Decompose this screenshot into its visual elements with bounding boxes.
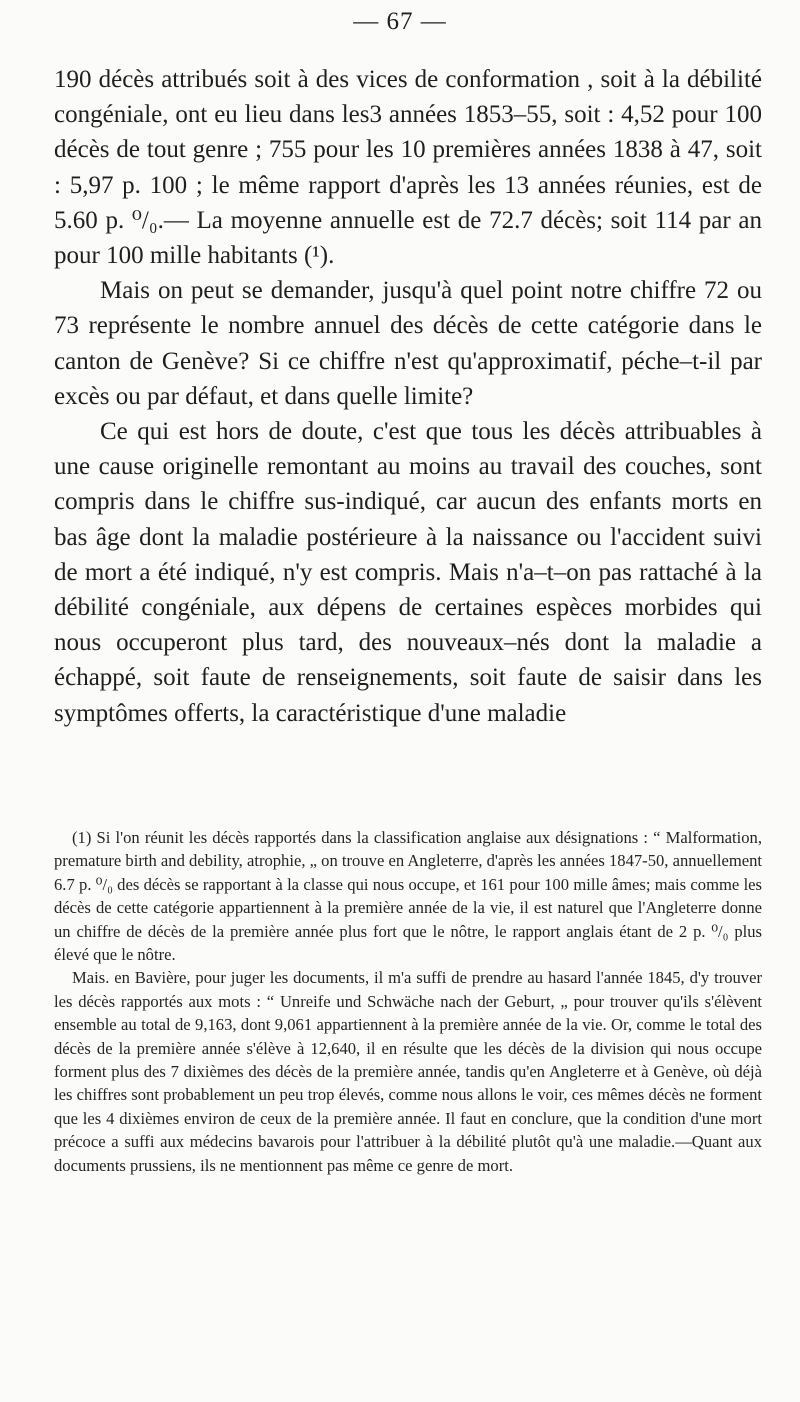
body-paragraph-2: Mais on peut se demander, jusqu'à quel point notre chiffre 72 ou 73 représente le nombre annuel des décès de cette catégorie dans le canton de Genève? Si ce chiffre n'est qu'approximatif, péche–t-il par excès ou par défaut, et dans quelle limite? xyxy=(54,277,762,410)
body-paragraph-3: Ce qui est hors de doute, c'est que tous les décès attribuables à une cause originelle remontant au moins au travail des couches, sont compris dans le chiffre sus-indiqué, car aucun des enfants morts en bas âge dont la maladie postérieure à la naissance ou l'accident suivi de mort a été indiqué, n'y est compris. Mais n'a–t–on pas rattaché à la débilité congéniale, aux dépens de certaines espèces morbides qui nous occuperont plus tard, des nouveaux–nés dont la maladie a échappé, soit faute de renseignements, soit faute de saisir dans les symptômes offerts, la caractéristique d'une maladie xyxy=(54,418,762,727)
footnote-1: (1) Si l'on réunit les décès rapportés dans la classification anglaise aux désignations : “ Malformation, premature birth and debility, atrophie, „ on trouve en Angleterre, d'après les années 1847-50, annuellement 6.7 p. ⁰/₀ des décès se rapportant à la classe qui nous occupe, et 161 pour 100 mille âmes; mais comme les décès de cette catégorie appartiennent à la première année de la vie, il est naturel que l'Angleterre donne un chiffre de décès de la première année plus fort que le nôtre, le rapport anglais étant de 2 p. ⁰/₀ plus élevé que le nôtre. xyxy=(54,828,762,965)
page-number: — 67 — xyxy=(353,8,447,35)
body-paragraph-1: 190 décès attribués soit à des vices de conformation , soit à la débilité congéniale, ont eu lieu dans les3 années 1853–55, soit : 4,52 pour 100 décès de tout genre ; 755 pour les 10 premières années 1838 à 47, soit : 5,97 p. 100 ; le même rapport d'après les 13 années réunies, est de 5.60 p. ⁰/₀.— La moyenne annuelle est de 72.7 décès; soit 114 par an pour 100 mille habitants (¹). xyxy=(54,66,762,270)
footnote-1-continued: Mais. en Bavière, pour juger les documents, il m'a suffi de prendre au hasard l'année 1845, d'y trouver les décès rapportés aux mots : “ Unreife und Schwäche nach der Geburt, „ pour trouver qu'ils s'élèvent ensemble au total de 9,163, dont 9,061 appartiennent à la première année de la vie. Or, comme le total des décès de la première année s'élève à 12,640, il en résulte que les décès de la division qui nous occupe forment plus des 7 dixièmes des décès de la première année, tandis qu'en Angleterre et à Genève, où déjà les chiffres sont probablement un peu trop élevés, comme nous allons le voir, ces mêmes décès ne forment que les 4 dixièmes environ de ceux de la première année. Il faut en conclure, que la condition d'une mort précoce a suffi aux médecins bavarois pour l'attribuer à la débilité plutôt qu'à une maladie.—Quant aux documents prussiens, ils ne mentionnent pas même ce genre de mort. xyxy=(54,968,762,1175)
footnotes xyxy=(54,826,762,1177)
main-text xyxy=(54,62,762,731)
